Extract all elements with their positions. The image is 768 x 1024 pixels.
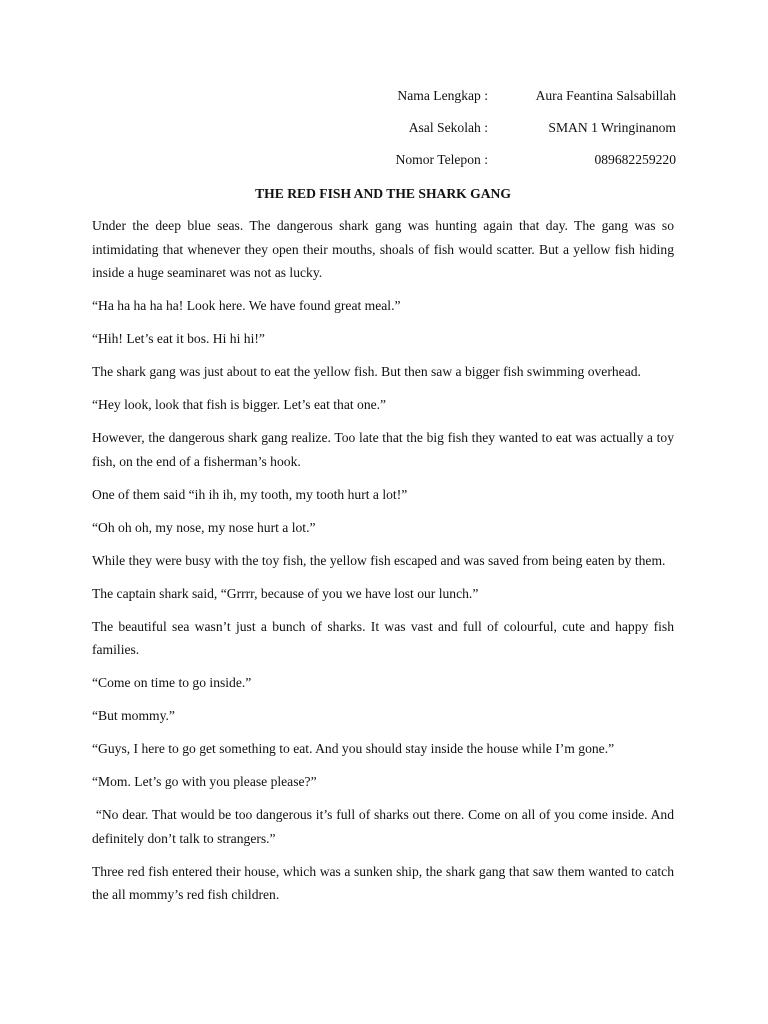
- story-paragraph: However, the dangerous shark gang realize. Too late that the big fish they wanted to eat was actually a toy fish, on the end of a fisherman’s hook.: [92, 430, 674, 469]
- story-paragraph: The shark gang was just about to eat the yellow fish. But then saw a bigger fish swimming overhead.: [92, 364, 641, 379]
- story-paragraph: “Guys, I here to go get something to eat. And you should stay inside the house while I’m gone.”: [92, 741, 615, 756]
- info-row-school: [376, 117, 676, 138]
- info-row-phone: [376, 149, 676, 170]
- story-paragraph: “Mom. Let’s go with you please please?”: [92, 774, 317, 789]
- info-label: Asal Sekolah :: [408, 120, 488, 135]
- info-value: Aura Feantina Salsabillah: [535, 88, 676, 103]
- story-body: [92, 214, 678, 916]
- story-paragraph: The beautiful sea wasn’t just a bunch of sharks. It was vast and full of colourful, cute and happy fish families.: [92, 618, 674, 657]
- info-label: Nomor Telepon :: [395, 152, 488, 167]
- story-paragraph: “Hih! Let’s eat it bos. Hi hi hi!”: [92, 331, 265, 346]
- info-label: Nama Lengkap :: [397, 88, 488, 103]
- story-paragraph: “Ha ha ha ha ha! Look here. We have found great meal.”: [92, 298, 401, 313]
- info-row-name: [376, 85, 676, 106]
- story-paragraph: The captain shark said, “Grrrr, because of you we have lost our lunch.”: [92, 585, 479, 601]
- story-paragraph: Under the deep blue seas. The dangerous shark gang was hunting again that day. The gang was so intimidating that whenever they open their mouths, shoals of fish would scatter. But a yellow fish hiding inside a huge seaminaret was not as lucky.: [92, 218, 674, 280]
- story-paragraph: “No dear. That would be too dangerous it’s full of sharks out there. Come on all of you come inside. And definitely don’t talk to strangers.”: [92, 807, 678, 846]
- info-value: SMAN 1 Wringinanom: [548, 120, 676, 135]
- story-title: THE RED FISH AND THE SHARK GANG: [255, 186, 511, 201]
- story-paragraph: Three red fish entered their house, which was a sunken ship, the shark gang that saw them wanted to catch the all mommy’s red fish children.: [92, 863, 674, 902]
- story-paragraph: One of them said “ih ih ih, my tooth, my tooth hurt a lot!”: [92, 486, 408, 502]
- story-paragraph: “Hey look, look that fish is bigger. Let’s eat that one.”: [92, 397, 387, 412]
- story-paragraph: While they were busy with the toy fish, the yellow fish escaped and was saved from being eaten by them.: [92, 552, 666, 568]
- student-info: [376, 85, 676, 181]
- story-paragraph: “Oh oh oh, my nose, my nose hurt a lot.”: [92, 519, 316, 535]
- story-paragraph: “Come on time to go inside.”: [92, 675, 252, 690]
- story-paragraph: “But mommy.”: [92, 708, 175, 723]
- info-value: 089682259220: [594, 152, 676, 167]
